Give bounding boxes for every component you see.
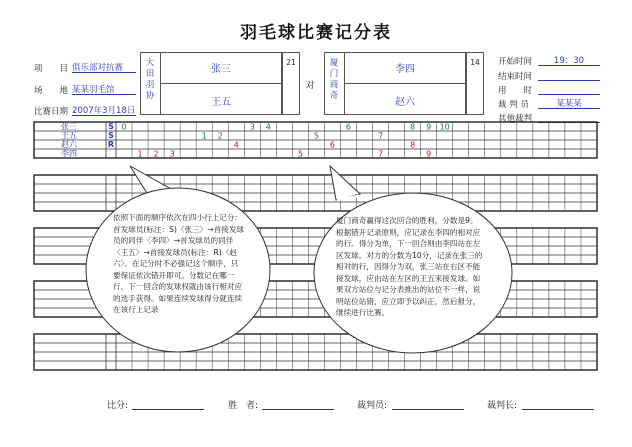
score-mark: 2 — [217, 131, 223, 141]
footer-winner-field[interactable] — [262, 397, 334, 410]
umpire-value: 某某某 — [538, 97, 600, 109]
row-marks: S S R — [107, 122, 115, 149]
item-value: 俱乐部对抗赛 — [72, 61, 136, 73]
score-mark: 3 — [169, 149, 175, 159]
page-title: 羽毛球比赛记分表 — [240, 23, 392, 43]
score-mark: 9 — [426, 149, 432, 159]
team-left-score: 21 — [286, 58, 296, 67]
other-umpire-label: 其他裁判 — [498, 114, 533, 124]
team-left-player-2: 王五 — [211, 97, 231, 108]
footer-umpire-label: 裁判员: — [357, 401, 388, 411]
team-right-player-1: 李四 — [395, 64, 415, 75]
score-mark: 2 — [153, 149, 159, 159]
row-name-4: 李四 — [61, 149, 77, 158]
venue-label: 场 地 — [34, 86, 69, 96]
item-label: 项 目 — [34, 64, 69, 74]
end-time-label: 结束时间 — [498, 72, 533, 82]
footer-umpire-field[interactable] — [392, 397, 464, 410]
start-time-value: 19：30 — [538, 54, 600, 66]
score-mark: 7 — [378, 149, 384, 159]
footer-referee-label: 裁判长: — [487, 401, 518, 411]
vs-label: 对 — [306, 81, 315, 91]
team-left-name: 大 田 羽 协 — [145, 58, 155, 101]
score-mark: 1 — [137, 149, 143, 159]
row-name-1: 张三 — [61, 122, 77, 131]
venue-value: 某某羽毛馆 — [72, 83, 136, 95]
score-mark: 1 — [201, 131, 207, 141]
score-mark: 7 — [378, 131, 384, 141]
score-mark: 10 — [439, 122, 450, 132]
footer-winner-label: 胜 者: — [228, 401, 259, 411]
row-name-2: 王五 — [61, 131, 77, 140]
score-mark: 4 — [265, 122, 271, 132]
team-right-score: 14 — [470, 58, 480, 67]
team-left-player-1: 张三 — [211, 64, 231, 75]
footer-referee-field[interactable] — [522, 397, 594, 410]
team-right-player-2: 赵六 — [395, 97, 415, 108]
umpire-label: 裁 判 员 — [498, 100, 529, 110]
row-name-3: 赵六 — [61, 140, 77, 149]
left-note: 依照下面的顺序依次在四小行上记分：首发球员(标注：S)〈张三〉→首接发球员的同伴〈李四〉→首发球员的同伴〈王五〉→首接发球员(标注：R)〈赵六〉。在记分时不必强记这个顺序，只要保证依次错开即可。分数记在哪一行，下一回合的发球权就由该行相对应的选手获得。如果连续发球得分就连续在该行上记录 — [113, 213, 245, 314]
score-mark: 4 — [233, 140, 239, 150]
right-bubble — [330, 166, 360, 200]
footer-score-label: 比分: — [107, 401, 129, 411]
duration-label: 用 时 — [498, 86, 533, 96]
score-mark: 8 — [410, 122, 416, 132]
score-mark: 6 — [329, 140, 335, 150]
score-mark: 9 — [426, 122, 432, 132]
footer-score-field[interactable] — [132, 397, 204, 410]
score-mark: 0 — [121, 122, 127, 132]
right-note: 厦门商奇赢得这次回合的胜利，分数是9。根据错开记录原则，应记录在李四的相对应的行。得分为单，下一回合则由李四站在左区发球。对方的分数为10分，记录在张三的相对的行，因得分为双，张三站在右区不能接发球，应由站在左区的王五来接发球。如果双方站位与记分表推出的站位不一样，说明站位站错，应立即予以纠正，然后报分，继续进行比赛。 — [336, 216, 483, 317]
score-mark: 5 — [313, 131, 319, 141]
team-right-name: 厦 门 商 奇 — [329, 58, 339, 101]
start-time-label: 开始时间 — [498, 57, 533, 67]
score-mark: 8 — [410, 140, 416, 150]
date-value: 2007年3月18日 — [72, 106, 136, 116]
score-mark: 5 — [297, 149, 303, 159]
score-mark: 3 — [249, 122, 255, 132]
score-mark: 6 — [345, 122, 352, 132]
date-label: 比赛日期 — [34, 107, 69, 117]
